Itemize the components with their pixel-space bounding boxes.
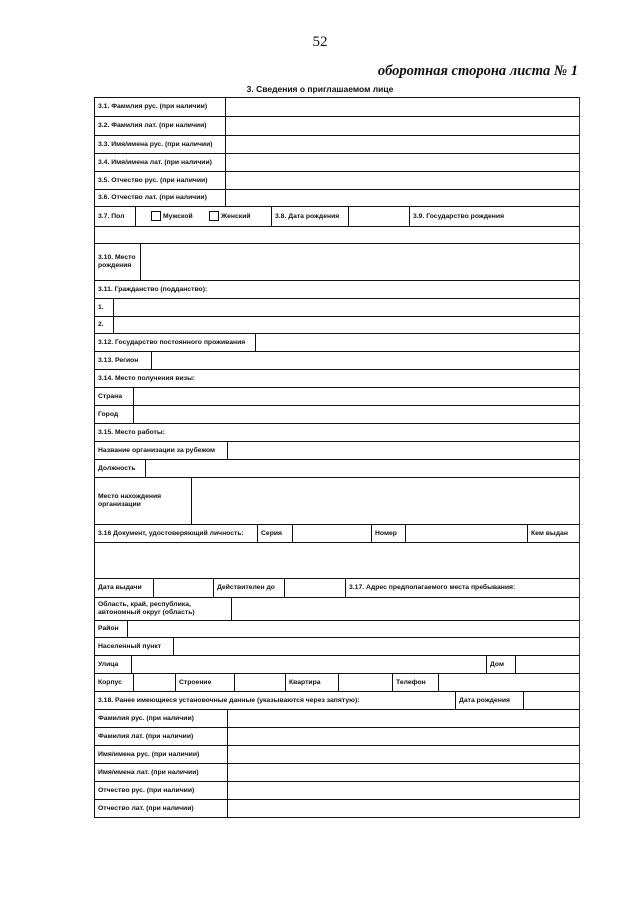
label-sex: 3.7. Пол: [98, 212, 125, 220]
field-prev-surname-rus[interactable]: [228, 710, 579, 727]
label-location: Место нахождения организации: [98, 493, 162, 508]
row-patronymic-rus: [95, 172, 579, 190]
field-prev-names-rus[interactable]: [228, 746, 579, 763]
label-residence-state: 3.12. Государство постоянного проживания: [98, 338, 246, 346]
row-prev-patronymic-rus: [95, 782, 579, 800]
label-position: Должность: [98, 464, 136, 472]
row-surname-lat: [95, 117, 579, 136]
label-settlement: Населенный пункт: [98, 642, 162, 650]
label-birth-date: 3.8. Дата рождения: [275, 212, 340, 220]
row-issue-date: [95, 579, 579, 598]
label-district: Район: [98, 625, 119, 633]
label-series: Серия: [261, 529, 282, 537]
label-number: Номер: [375, 529, 397, 537]
field-surname-rus[interactable]: [226, 98, 579, 116]
field-settlement[interactable]: [174, 638, 579, 655]
row-citizenship-2: [95, 317, 579, 334]
field-prev-surname-lat[interactable]: [228, 728, 579, 745]
field-patronymic-lat[interactable]: [226, 190, 579, 206]
row-settlement: [95, 638, 579, 656]
label-city: Город: [98, 410, 119, 418]
label-street: Улица: [98, 660, 119, 668]
field-patronymic-rus[interactable]: [226, 172, 579, 189]
row-surname-rus: [95, 98, 579, 117]
field-birth-date[interactable]: [349, 207, 409, 226]
label-org-name: Название организации за рубежом: [98, 446, 216, 454]
row-country: [95, 388, 579, 406]
row-citizenship-1: [95, 299, 579, 317]
label-apartment: Квартира: [289, 678, 321, 686]
row-visa-place: [95, 370, 579, 388]
field-citizenship-2[interactable]: [114, 317, 579, 333]
field-series[interactable]: [293, 525, 371, 542]
label-citizenship-1: 1.: [98, 303, 104, 311]
row-building: [95, 674, 579, 692]
label-birth-place: 3.10. Место рождения: [98, 254, 136, 269]
field-prev-names-lat[interactable]: [228, 764, 579, 781]
row-location: [95, 478, 579, 525]
field-apartment[interactable]: [339, 674, 392, 691]
label-male: Мужской: [163, 212, 193, 220]
field-prev-patronymic-rus[interactable]: [228, 782, 579, 799]
row-citizenship-title: [95, 281, 579, 299]
field-issued-by[interactable]: [95, 543, 579, 579]
label-country: Страна: [98, 392, 123, 400]
label-house: Дом: [490, 660, 505, 668]
field-prev-patronymic-lat[interactable]: [228, 800, 579, 817]
row-region: [95, 352, 579, 370]
label-region: 3.13. Регион: [98, 356, 139, 364]
sheet-label: оборотная сторона листа № 1: [377, 63, 578, 79]
field-district[interactable]: [128, 621, 579, 637]
field-names-rus[interactable]: [226, 136, 579, 153]
row-org-name: [95, 442, 579, 460]
field-house[interactable]: [516, 656, 579, 673]
field-surname-lat[interactable]: [226, 117, 579, 135]
field-residence-state[interactable]: [256, 334, 579, 351]
field-region[interactable]: [152, 352, 579, 369]
label-stay-address: 3.17. Адрес предполагаемого места пребывания:: [349, 584, 516, 592]
label-prev-birth-date: Дата рождения: [459, 696, 510, 704]
label-issued-by: Кем выдан: [531, 529, 568, 537]
section-title: 3. Сведения о приглашаемом лице: [246, 84, 394, 94]
row-patronymic-lat: [95, 190, 579, 207]
field-birth-state[interactable]: [95, 227, 579, 244]
field-location[interactable]: [192, 478, 579, 524]
label-prev-data: 3.18. Ранее имеющиеся установочные данные (указываются через запятую):: [98, 696, 360, 704]
row-prev-surname-rus: [95, 710, 579, 728]
label-structure: Строение: [179, 678, 212, 686]
row-prev-data: [95, 692, 579, 710]
label-citizenship: 3.11. Гражданство (подданство):: [98, 285, 208, 293]
label-birth-state: 3.9. Государство рождения: [413, 212, 505, 220]
row-residence-state: [95, 334, 579, 352]
label-prev-surname-rus: Фамилия рус. (при наличии): [98, 714, 194, 722]
row-names-rus: [95, 136, 579, 154]
field-city[interactable]: [134, 406, 579, 423]
label-phone: Телефон: [396, 678, 426, 686]
row-birth-place: [95, 244, 579, 281]
label-prev-patronymic-lat: Отчество лат. (при наличии): [98, 804, 194, 812]
row-prev-names-lat: [95, 764, 579, 782]
label-issue-date: Дата выдачи: [98, 584, 142, 592]
field-names-lat[interactable]: [226, 154, 579, 171]
row-id-document: [95, 525, 579, 543]
label-names-lat: 3.4. Имя/имена лат. (при наличии): [98, 158, 212, 166]
row-street: [95, 656, 579, 674]
label-patronymic-rus: 3.5. Отчество рус. (при наличии): [98, 176, 208, 184]
label-surname-rus: 3.1. Фамилия рус. (при наличии): [98, 103, 208, 111]
label-prev-surname-lat: Фамилия лат. (при наличии): [98, 732, 194, 740]
row-workplace: [95, 424, 579, 442]
field-number[interactable]: [406, 525, 527, 542]
invitee-form: [94, 97, 580, 818]
row-region-full: [95, 598, 579, 621]
label-prev-patronymic-rus: Отчество рус. (при наличии): [98, 786, 195, 794]
label-building: Корпус: [98, 678, 122, 686]
row-prev-surname-lat: [95, 728, 579, 746]
label-female: Женский: [221, 212, 251, 220]
label-names-rus: 3.3. Имя/имена рус. (при наличии): [98, 140, 213, 148]
field-org-name[interactable]: [228, 442, 579, 459]
field-valid-until[interactable]: [285, 579, 345, 597]
row-names-lat: [95, 154, 579, 172]
field-phone[interactable]: [439, 674, 579, 691]
row-district: [95, 621, 579, 638]
field-citizenship-1[interactable]: [114, 299, 579, 316]
page-number: 52: [312, 34, 328, 50]
label-region-full: Область, край, республика, автономный округ (область): [98, 601, 195, 616]
field-country[interactable]: [134, 388, 579, 405]
field-street[interactable]: [132, 656, 486, 673]
label-visa-place: 3.14. Место получения визы:: [98, 374, 196, 382]
field-structure[interactable]: [235, 674, 285, 691]
label-prev-names-lat: Имя/имена лат. (при наличии): [98, 768, 199, 776]
label-prev-names-rus: Имя/имена рус. (при наличии): [98, 750, 200, 758]
label-valid-until: Действителен до: [217, 584, 275, 592]
field-position[interactable]: [146, 460, 579, 477]
label-workplace: 3.15. Место работы:: [98, 428, 165, 436]
field-birth-place[interactable]: [141, 244, 579, 280]
label-id-document: 3.16 Документ, удостоверяющий личность:: [98, 529, 244, 537]
field-prev-birth-date[interactable]: [524, 692, 579, 709]
row-position: [95, 460, 579, 478]
row-sex-birth: [95, 207, 579, 227]
label-citizenship-2: 2.: [98, 321, 104, 329]
label-patronymic-lat: 3.6. Отчество лат. (при наличии): [98, 194, 207, 202]
row-prev-patronymic-lat: [95, 800, 579, 818]
field-issue-date[interactable]: [154, 579, 214, 597]
row-city: [95, 406, 579, 424]
row-prev-names-rus: [95, 746, 579, 764]
field-region-full[interactable]: [232, 598, 579, 620]
label-surname-lat: 3.2. Фамилия лат. (при наличии): [98, 122, 207, 130]
field-building[interactable]: [134, 674, 175, 691]
